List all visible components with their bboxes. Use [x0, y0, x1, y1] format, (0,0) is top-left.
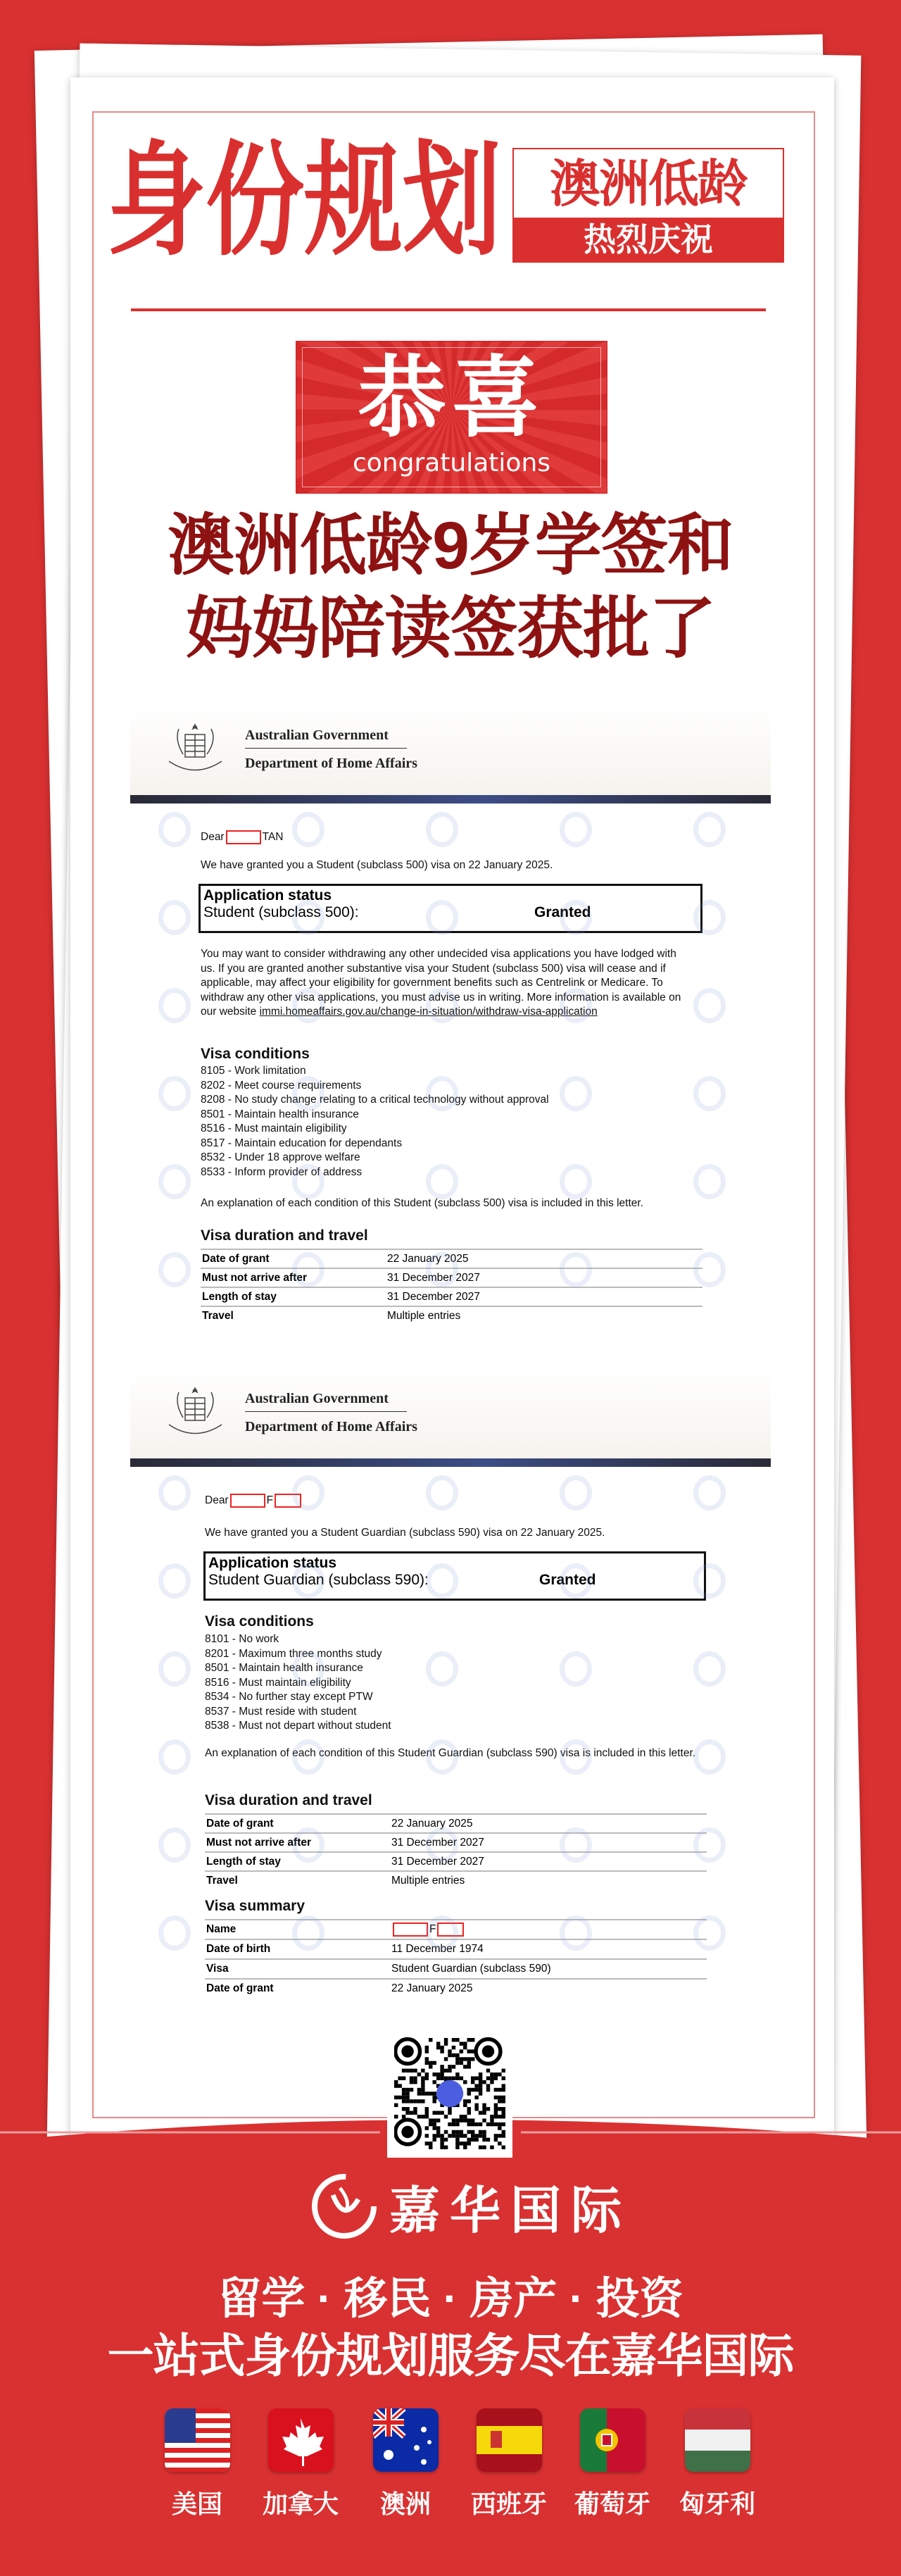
application-status-box: [199, 884, 702, 933]
gov-name: Australian Government: [245, 1391, 407, 1412]
row-value: Student Guardian (subclass 590): [391, 1963, 551, 1975]
congrats-cn: 恭喜: [358, 349, 546, 447]
withdraw-paragraph: You may want to consider withdrawing any other undecided visa applications you have lodged with us. If you are granted another substantive visa your Student (subclass 500) visa will cease and if applicable, may affect your eligibility for government benefits such as Centrelink or Medicare. To withdraw any other visa applications, you must advise us in writing. More information is available on our website: [201, 948, 681, 1018]
visa-condition-item: 8501 - Maintain health insurance: [205, 1662, 363, 1674]
country-label-hungary: 匈牙利: [679, 2489, 755, 2518]
flag-spain-icon[interactable]: [477, 2408, 542, 2472]
coat-of-arms-icon: [162, 1382, 229, 1446]
watermark-logo-icon: [693, 1076, 726, 1111]
visa-condition-item: 8537 - Must reside with student: [205, 1705, 357, 1718]
dear: Dear: [201, 831, 225, 844]
row-label: Length of stay: [206, 1856, 281, 1868]
gov-name: Australian Government: [245, 727, 407, 749]
country-label-canada: 加拿大: [262, 2489, 339, 2518]
header-bar: [130, 795, 771, 804]
flag-usa-icon[interactable]: [165, 2408, 230, 2472]
row-value: 22 January 2025: [391, 1982, 473, 1994]
redaction-box: [437, 1922, 464, 1937]
watermark-logo-icon: [158, 812, 191, 847]
duration-title: Visa duration and travel: [205, 1792, 372, 1808]
visa-condition-item: 8202 - Meet course requirements: [201, 1079, 362, 1092]
row-label: Date of grant: [202, 1253, 270, 1265]
country-label-spain: 西班牙: [470, 2489, 547, 2518]
table-row: [205, 1939, 707, 1958]
table-row: [205, 1870, 707, 1889]
visa-condition-item: 8533 - Inform provider of address: [201, 1165, 363, 1178]
tag-top: 澳洲低龄: [549, 156, 747, 213]
header-bar: [130, 1458, 771, 1467]
table-row: [201, 1306, 702, 1325]
watermark-logo-icon: [158, 1252, 191, 1287]
table-row: [201, 1287, 702, 1306]
visa-condition-item: 8201 - Maximum three months study: [205, 1647, 382, 1660]
watermark-logo-icon: [426, 1651, 458, 1687]
application-status-box: [203, 1551, 706, 1601]
status-title: Application status: [203, 887, 332, 904]
country-label-portugal: 葡萄牙: [574, 2489, 650, 2518]
watermark-logo-icon: [158, 1827, 191, 1863]
name-initial: F: [429, 1923, 436, 1935]
visa-condition-item: 8501 - Maintain health insurance: [201, 1108, 359, 1120]
table-row: [205, 1919, 707, 1938]
headline-line-1: 澳洲低龄9岁学签和: [168, 508, 733, 583]
watermark-logo-icon: [292, 812, 325, 847]
dear: Dear: [205, 1494, 229, 1507]
table-row: [201, 1268, 702, 1287]
granted-line: We have granted you a Student (subclass 500) visa on 22 January 2025.: [201, 859, 553, 871]
watermark-logo-icon: [158, 1164, 191, 1199]
watermark-logo-icon: [560, 1164, 592, 1199]
row-value: 31 December 2027: [391, 1837, 484, 1849]
watermark-logo-icon: [693, 812, 726, 847]
brand-swirl-icon: [312, 2174, 377, 2239]
row-value: 31 December 2027: [391, 1856, 484, 1868]
watermark-logo-icon: [158, 1563, 191, 1599]
watermark-logo-icon: [693, 1164, 726, 1199]
redaction-box: [275, 1494, 301, 1508]
visa-condition-item: 8208 - No study change relating to a critical technology without approval: [201, 1094, 549, 1106]
flag-portugal-icon[interactable]: [580, 2408, 645, 2472]
row-value: 31 December 2027: [387, 1272, 480, 1284]
visa-condition-item: 8534 - No further stay except PTW: [205, 1691, 373, 1703]
congratulations-banner: [296, 342, 607, 493]
row-value: Multiple entries: [391, 1875, 465, 1887]
table-row: [205, 1958, 707, 1977]
row-label: Date of grant: [206, 1982, 274, 1994]
tagline: 一站式身份规划服务尽在嘉华国际: [107, 2330, 794, 2382]
title-identity-planning: 身份规划: [107, 131, 502, 270]
watermark-logo-icon: [158, 1651, 191, 1687]
visa-condition-item: 8101 - No work: [205, 1633, 279, 1645]
table-row: [201, 1249, 702, 1268]
withdraw-link[interactable]: immi.homeaffairs.gov.au/change-in-situation/withdraw-visa-application: [259, 1006, 598, 1018]
watermark-logo-icon: [693, 988, 726, 1023]
table-row: [205, 1851, 707, 1870]
services-line: 留学 · 移民 · 房产 · 投资: [218, 2275, 683, 2323]
visa-letter-guardian: [130, 1370, 771, 2003]
watermark-logo-icon: [158, 1076, 191, 1111]
status-label: Student Guardian (subclass 590):: [208, 1572, 429, 1588]
coat-of-arms-icon: [162, 719, 229, 782]
headline-line-2: 妈妈陪读签获批了: [185, 592, 715, 666]
row-label: Name: [206, 1923, 237, 1935]
brand-logo: [312, 2172, 631, 2239]
row-value: [391, 1920, 465, 1938]
watermark-logo-icon: [426, 812, 458, 847]
row-label: Must not arrive after: [202, 1272, 308, 1284]
row-label: Visa: [206, 1963, 229, 1975]
explanation: An explanation of each condition of this Student Guardian (subclass 590) visa is included in this letter.: [205, 1747, 696, 1759]
redaction-box: [226, 830, 261, 844]
duration-title: Visa duration and travel: [201, 1227, 368, 1244]
flag-australia-icon[interactable]: [373, 2408, 439, 2472]
row-label: Travel: [202, 1310, 234, 1322]
status-title: Application status: [208, 1555, 337, 1571]
granted-line: We have granted you a Student Guardian (subclass 590) visa on 22 January 2025.: [205, 1527, 605, 1539]
summary-title: Visa summary: [205, 1898, 305, 1914]
watermark-logo-icon: [158, 1915, 191, 1951]
status-badge: Granted: [539, 1572, 596, 1588]
table-row: [205, 1978, 707, 1997]
redaction-box: [393, 1922, 428, 1937]
dept-name: Department of Home Affairs: [245, 756, 417, 771]
congrats-en: congratulations: [352, 449, 551, 477]
watermark-logo-icon: [158, 988, 191, 1023]
qr-code[interactable]: [387, 2030, 512, 2158]
row-value: 31 December 2027: [387, 1291, 480, 1303]
row-label: Length of stay: [202, 1291, 277, 1303]
watermark-logo-icon: [158, 1739, 191, 1775]
row-label: Date of grant: [206, 1818, 274, 1830]
conditions-title: Visa conditions: [205, 1613, 314, 1630]
flag-hungary-icon[interactable]: [685, 2408, 750, 2472]
initial: F: [266, 1494, 274, 1507]
visa-condition-item: 8538 - Must not depart without student: [205, 1720, 391, 1732]
status-badge: Granted: [534, 904, 591, 920]
divider: [131, 308, 766, 311]
visa-condition-item: 8517 - Maintain education for dependants: [201, 1137, 403, 1149]
explanation: An explanation of each condition of this Student (subclass 500) visa is included in this letter.: [201, 1197, 643, 1209]
row-value: Multiple entries: [387, 1310, 461, 1322]
status-label: Student (subclass 500):: [203, 904, 359, 920]
flag-canada-icon[interactable]: [268, 2408, 334, 2472]
tag-box: [512, 148, 784, 263]
watermark-logo-icon: [560, 1076, 592, 1111]
row-label: Date of birth: [206, 1943, 271, 1955]
brand-name: 嘉华国际: [389, 2182, 632, 2239]
table-row: [205, 1832, 707, 1851]
table-row: [205, 1813, 707, 1832]
watermark-logo-icon: [426, 1475, 458, 1511]
watermark-logo-icon: [158, 900, 191, 935]
visa-condition-item: 8532 - Under 18 approve welfare: [201, 1151, 360, 1163]
watermark-logo-icon: [560, 1651, 592, 1687]
country-label-usa: 美国: [171, 2489, 222, 2518]
visa-letter-student: [130, 706, 771, 1326]
redaction-box: [230, 1494, 265, 1508]
surname: TAN: [262, 831, 284, 844]
visa-condition-item: 8516 - Must maintain eligibility: [201, 1123, 347, 1134]
conditions-title: Visa conditions: [201, 1046, 310, 1062]
tag-bottom: 热烈庆祝: [514, 218, 783, 261]
row-value: 11 December 1974: [391, 1943, 484, 1955]
watermark-logo-icon: [693, 1651, 726, 1687]
qr-pattern: [394, 2037, 505, 2151]
watermark-logo-icon: [158, 1475, 191, 1511]
visa-condition-item: 8105 - Work limitation: [201, 1065, 306, 1077]
row-value: 22 January 2025: [387, 1253, 469, 1265]
visa-condition-item: 8516 - Must maintain eligibility: [205, 1676, 351, 1689]
row-label: Travel: [206, 1875, 238, 1887]
row-value: 22 January 2025: [391, 1818, 473, 1830]
watermark-logo-icon: [693, 1475, 726, 1511]
country-label-australia: 澳洲: [379, 2489, 431, 2518]
row-label: Must not arrive after: [206, 1837, 312, 1849]
watermark-logo-icon: [693, 1739, 726, 1775]
watermark-logo-icon: [560, 812, 592, 847]
watermark-logo-icon: [560, 1475, 592, 1511]
dept-name: Department of Home Affairs: [245, 1419, 417, 1434]
